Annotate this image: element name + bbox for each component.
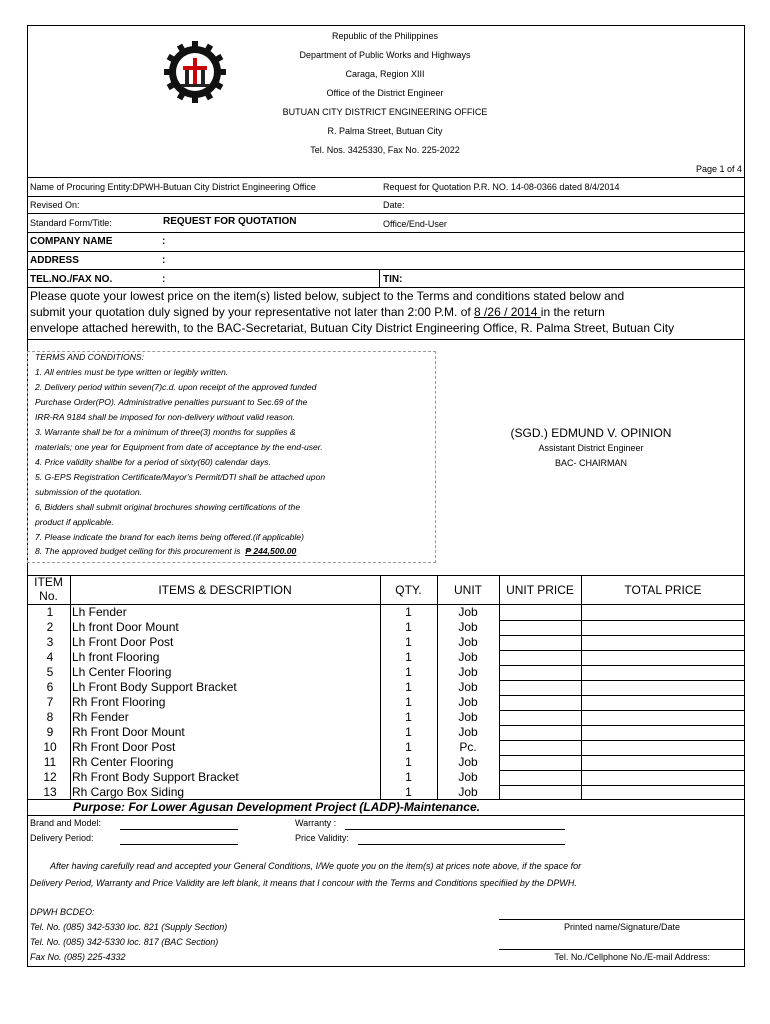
signatory-role: BAC- CHAIRMAN	[554, 458, 627, 468]
row-unit: Job	[458, 650, 478, 664]
row-total-price-field[interactable]	[582, 680, 744, 694]
row-qty: 1	[405, 770, 412, 784]
row-unit: Job	[458, 620, 478, 634]
warranty-field[interactable]	[345, 829, 565, 830]
term-line: product if applicable.	[35, 517, 114, 527]
row-item-no: 9	[46, 725, 54, 739]
row-description: Rh Cargo Box Siding	[72, 785, 185, 799]
header-tel: Tel. Nos. 3425330, Fax No. 225-2022	[310, 145, 460, 155]
page-number: Page 1 of 4	[695, 164, 742, 174]
header-department: Department of Public Works and Highways	[299, 50, 471, 60]
tel-supply: Tel. No. (085) 342-5330 loc. 821 (Supply Section)	[30, 922, 228, 932]
row-unit-price-field[interactable]	[500, 755, 580, 769]
col-qty: QTY.	[395, 583, 422, 597]
col-unit-price: UNIT PRICE	[506, 583, 574, 597]
row-qty: 1	[405, 680, 412, 694]
form-title: REQUEST FOR QUOTATION	[163, 216, 297, 227]
row-unit-price-field[interactable]	[500, 635, 580, 649]
row-total-price-field[interactable]	[582, 650, 744, 664]
row-total-price-field[interactable]	[582, 740, 744, 754]
row-qty: 1	[405, 650, 412, 664]
term-line: 1. All entries must be type written or legibly written.	[35, 367, 229, 377]
row-total-price-field[interactable]	[582, 725, 744, 739]
row-item-no: 11	[43, 755, 57, 769]
row-description: Lh front Door Mount	[72, 620, 179, 634]
row-divider	[499, 620, 745, 621]
row-item-no: 7	[46, 695, 54, 709]
address-label: ADDRESS	[30, 255, 79, 266]
row-total-price-field[interactable]	[582, 665, 744, 679]
row-qty: 1	[405, 725, 412, 739]
row-unit-price-field[interactable]	[500, 650, 580, 664]
term-line: 4. Price validity shallbe for a period of sixty(60) calendar days.	[35, 457, 271, 467]
row-unit: Job	[458, 680, 478, 694]
delivery-period-label: Delivery Period:	[30, 833, 94, 843]
row-unit: Job	[458, 770, 478, 784]
delivery-period-field[interactable]	[120, 844, 238, 845]
row-total-price-field[interactable]	[582, 635, 744, 649]
row-unit: Pc.	[459, 740, 477, 754]
row-qty: 1	[405, 635, 412, 649]
instruction-line-3: envelope attached herewith, to the BAC-Secretariat, Butuan City District Engineering Office, R. Palma Street, Butuan City	[30, 321, 675, 335]
row-divider	[499, 650, 745, 651]
price-validity-field[interactable]	[358, 844, 565, 845]
rfq-number: Request for Quotation P.R. NO. 14-08-0366 dated 8/4/2014	[383, 182, 620, 192]
row-divider	[499, 755, 745, 756]
row-divider	[499, 695, 745, 696]
row-unit-price-field[interactable]	[500, 710, 580, 724]
term-line: 7. Please indicate the brand for each items being offered.(if applicable)	[35, 532, 304, 542]
terms-box	[27, 351, 436, 563]
row-description: Rh Front Flooring	[72, 695, 166, 709]
row-total-price-field[interactable]	[582, 605, 744, 619]
row-unit-price-field[interactable]	[500, 785, 580, 799]
revised-on: Revised On:	[30, 200, 80, 210]
date-label: Date:	[383, 200, 405, 210]
row-description: Rh Center Flooring	[72, 755, 174, 769]
row-item-no: 13	[43, 785, 57, 799]
row-qty: 1	[405, 665, 412, 679]
signature-line[interactable]	[499, 919, 745, 920]
row-total-price-field[interactable]	[582, 785, 744, 799]
fax-number: Fax No. (085) 225-4332	[30, 952, 126, 962]
row-divider	[499, 680, 745, 681]
statement-line-1: After having carefully read and accepted your General Conditions, I/We quote you on the item(s) at prices note above, if the space for	[50, 861, 582, 871]
row-description: Lh Front Door Post	[72, 635, 174, 649]
row-unit: Job	[458, 695, 478, 709]
company-name-label: COMPANY NAME	[30, 236, 113, 247]
warranty-label: Warranty :	[295, 818, 337, 828]
terms-title: TERMS AND CONDITIONS:	[35, 352, 145, 362]
instruction-line-1: Please quote your lowest price on the item(s) listed below, subject to the Terms and conditions stated below and	[30, 289, 625, 303]
statement-line-2: Delivery Period, Warranty and Price Validity are left blank, it means that I concour with the Terms and Conditions specifiied by the DPWH.	[30, 878, 577, 888]
row-qty: 1	[405, 785, 412, 799]
row-divider	[499, 770, 745, 771]
row-qty: 1	[405, 695, 412, 709]
term-line: 5. G-EPS Registration Certificate/Mayor's Permit/DTI shall be attached upon	[35, 472, 326, 482]
row-divider	[499, 725, 745, 726]
col-total-price: TOTAL PRICE	[624, 583, 702, 597]
budget-line: 8. The approved budget ceiling for this procurement is ₱ 244,500.00	[35, 546, 297, 556]
price-validity-label: Price Validity:	[295, 833, 349, 843]
row-divider	[499, 635, 745, 636]
term-line: Purchase Order(PO). Administrative penalties pursuant to Sec.69 of the	[35, 397, 308, 407]
row-description: Lh Center Flooring	[72, 665, 172, 679]
col-unit: UNIT	[454, 583, 482, 597]
row-unit: Job	[458, 605, 478, 619]
row-divider	[499, 710, 745, 711]
term-line: submission of the quotation.	[35, 487, 143, 497]
instruction-line-2: submit your quotation duly signed by your representative not later than 2:00 P.M. of 8 /26 / 2014 in the return	[30, 305, 605, 319]
signatory-name: (SGD.) EDMUND V. OPINION	[510, 426, 672, 440]
row-unit-price-field[interactable]	[500, 740, 580, 754]
row-unit-price-field[interactable]	[500, 620, 580, 634]
row-item-no: 12	[43, 770, 57, 784]
row-unit: Job	[458, 725, 478, 739]
brand-model-label: Brand and Model:	[30, 818, 102, 828]
row-item-no: 2	[46, 620, 54, 634]
standard-form-label: Standard Form/Title:	[30, 218, 112, 228]
term-line: materials; one year for Equipment from date of acceptance by the end-user.	[35, 442, 323, 452]
row-qty: 1	[405, 740, 412, 754]
row-item-no: 4	[46, 650, 54, 664]
row-description: Rh Fender	[72, 710, 129, 724]
row-unit: Job	[458, 710, 478, 724]
row-item-no: 5	[46, 665, 54, 679]
term-line: 2. Delivery period within seven(7)c.d. upon receipt of the approved funded	[35, 382, 317, 392]
row-total-price-field[interactable]	[582, 755, 744, 769]
row-total-price-field[interactable]	[582, 695, 744, 709]
row-unit: Job	[458, 665, 478, 679]
colon: :	[162, 274, 166, 285]
term-line: 6, Bidders shall submit original brochures showing certifications of the	[35, 502, 301, 512]
tel-fax-label: TEL.NO./FAX NO.	[30, 274, 113, 285]
header-region: Caraga, Region XIII	[345, 69, 425, 79]
row-description: Rh Front Body Support Bracket	[72, 770, 239, 784]
row-qty: 1	[405, 620, 412, 634]
row-divider	[499, 665, 745, 666]
header-office: Office of the District Engineer	[326, 88, 444, 98]
row-item-no: 3	[46, 635, 54, 649]
deadline: 8 /26 / 2014	[474, 305, 541, 319]
term-line: 3. Warrante shall be for a minimum of three(3) months for supplies &	[35, 427, 296, 437]
colon: :	[162, 236, 166, 247]
colon: :	[162, 255, 166, 266]
header-district: BUTUAN CITY DISTRICT ENGINEERING OFFICE	[282, 107, 488, 117]
procuring-entity: Name of Procuring Entity:DPWH-Butuan City District Engineering Office	[30, 182, 316, 192]
row-description: Rh Front Door Post	[72, 740, 176, 754]
row-qty: 1	[405, 605, 412, 619]
row-unit: Job	[458, 635, 478, 649]
purpose: Purpose: For Lower Agusan Development Project (LADP)-Maintenance.	[73, 800, 480, 814]
row-unit-price-field[interactable]	[500, 605, 580, 619]
row-unit-price-field[interactable]	[500, 725, 580, 739]
header-street: R. Palma Street, Butuan City	[327, 126, 443, 136]
office-end-user: Office/End-User	[383, 219, 447, 229]
row-unit: Job	[458, 755, 478, 769]
row-unit-price-field[interactable]	[500, 665, 580, 679]
tin-label: TIN:	[383, 274, 403, 285]
contact-line[interactable]	[499, 949, 745, 950]
row-total-price-field[interactable]	[582, 620, 744, 634]
row-total-price-field[interactable]	[582, 710, 744, 724]
dpwh-office: DPWH BCDEO:	[30, 907, 95, 917]
printed-name-label: Printed name/Signature/Date	[563, 922, 681, 932]
row-qty: 1	[405, 755, 412, 769]
row-item-no: 10	[43, 740, 57, 754]
tel-bac: Tel. No. (085) 342-5330 loc. 817 (BAC Section)	[30, 937, 219, 947]
col-item-no: ITEM No.	[34, 575, 63, 603]
budget-value: ₱ 244,500.00	[245, 546, 297, 556]
row-unit-price-field[interactable]	[500, 770, 580, 784]
row-description: Lh Front Body Support Bracket	[72, 680, 237, 694]
header-republic: Republic of the Philippines	[331, 31, 439, 41]
row-unit-price-field[interactable]	[500, 680, 580, 694]
row-divider	[499, 785, 745, 786]
row-total-price-field[interactable]	[582, 770, 744, 784]
row-item-no: 6	[46, 680, 54, 694]
row-qty: 1	[405, 710, 412, 724]
row-divider	[499, 740, 745, 741]
row-description: Lh front Flooring	[72, 650, 160, 664]
row-unit-price-field[interactable]	[500, 695, 580, 709]
row-description: Lh Fender	[72, 605, 127, 619]
signatory-title: Assistant District Engineer	[538, 443, 644, 453]
row-unit: Job	[458, 785, 478, 799]
contact-label: Tel. No./Cellphone No./E-mail Address:	[554, 952, 710, 962]
row-description: Rh Front Door Mount	[72, 725, 185, 739]
row-item-no: 1	[46, 605, 54, 619]
col-description: ITEMS & DESCRIPTION	[158, 583, 292, 597]
term-line: IRR-RA 9184 shall be imposed for non-delivery without valid reason.	[35, 412, 296, 422]
brand-model-field[interactable]	[120, 829, 238, 830]
row-item-no: 8	[46, 710, 54, 724]
